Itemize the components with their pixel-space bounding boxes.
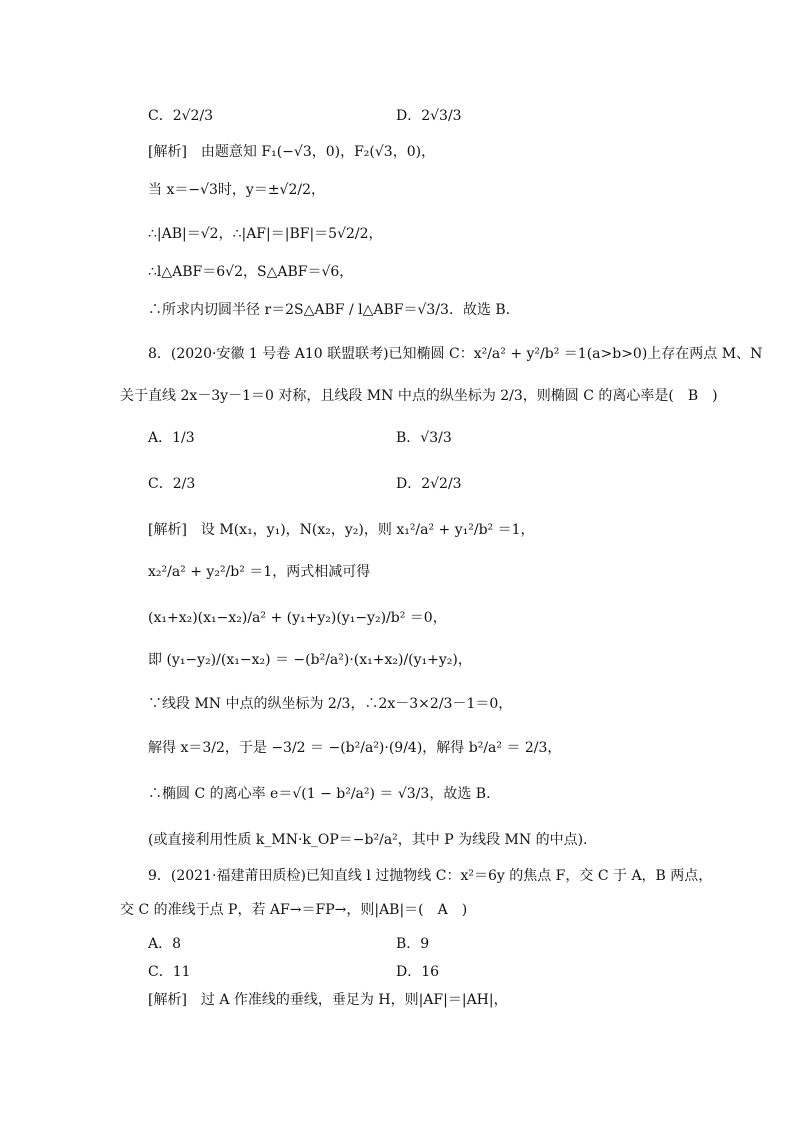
solution-line: ∴椭圆 C 的离心率 e＝√(1 − b²/a²) ＝ √3/3，故选 B. — [148, 786, 491, 802]
option-d: D．16 — [396, 964, 440, 980]
solution-line: (或直接利用性质 k_MN·k_OP＝−b²/a²，其中 P 为线段 MN 的中点). — [148, 832, 588, 848]
question-8-stem: 8．(2020·安徽 1 号卷 A10 联盟联考)已知椭圆 C：x²/a² + y²/b² ＝1(a>b>0)上存在两点 M、N — [148, 346, 763, 362]
question-9-stem: 9．(2021·福建莆田质检)已知直线 l 过抛物线 C：x²＝6y 的焦点 F，交 C 于 A，B 两点， — [148, 868, 713, 884]
question-8-stem: 关于直线 2x－3y－1＝0 对称，且线段 MN 中点的纵坐标为 2/3，则椭圆 C 的离心率是( B ) — [120, 388, 718, 404]
solution-line: [解析] 由题意知 F₁(−√3，0)，F₂(√3，0)， — [148, 144, 436, 160]
option-d: D．2√2/3 — [396, 476, 462, 492]
option-b: B．√3/3 — [396, 430, 452, 446]
solution-line: [解析] 过 A 作准线的垂线，垂足为 H，则|AF|＝|AH|， — [148, 992, 508, 1008]
solution-line: 当 x＝−√3时，y＝±√2/2， — [148, 182, 325, 198]
option-c: C．2/3 — [148, 476, 196, 492]
option-c: C．11 — [148, 964, 191, 980]
option-b: B．9 — [396, 936, 430, 952]
solution-line: ∴所求内切圆半径 r＝2S△ABF / l△ABF＝√3/3．故选 B. — [148, 302, 511, 318]
solution-line: 解得 x＝3/2，于是 −3/2 ＝ −(b²/a²)·(9/4)，解得 b²/a² ＝ 2/3， — [148, 740, 562, 756]
option-d: D．2√3/3 — [396, 108, 462, 124]
solution-line: ∵线段 MN 中点的纵坐标为 2/3，∴2x－3×2/3－1＝0， — [148, 696, 513, 712]
solution-line: x₂²/a² + y₂²/b² ＝1，两式相减可得 — [148, 564, 371, 580]
solution-line: [解析] 设 M(x₁，y₁)，N(x₂，y₂)，则 x₁²/a² + y₁²/b² ＝1， — [148, 522, 535, 538]
solution-line: 即 (y₁−y₂)/(x₁−x₂) ＝ −(b²/a²)·(x₁+x₂)/(y₁+y₂)， — [148, 652, 472, 668]
solution-line: ∴|AB|＝√2，∴|AF|＝|BF|＝5√2/2， — [148, 226, 383, 242]
solution-line: (x₁+x₂)(x₁−x₂)/a² + (y₁+y₂)(y₁−y₂)/b² ＝0， — [148, 610, 447, 626]
question-9-stem: 交 C 的准线于点 P，若 AF→＝FP→，则|AB|＝( A ) — [120, 902, 468, 918]
option-a: A．1/3 — [148, 430, 195, 446]
option-a: A．8 — [148, 936, 182, 952]
option-c: C．2√2/3 — [148, 108, 214, 124]
solution-line: ∴l△ABF＝6√2，S△ABF＝√6， — [148, 264, 354, 280]
